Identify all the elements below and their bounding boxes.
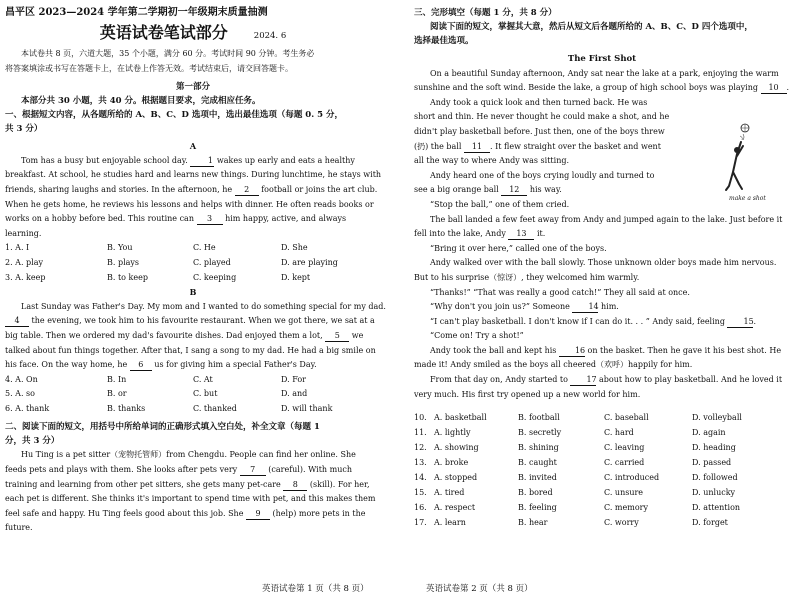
section-instructions: 选择最佳选项。	[414, 36, 474, 46]
right-page	[414, 6, 790, 581]
blank-7: 7	[240, 464, 266, 476]
blank-5: 5	[325, 330, 349, 342]
blank-15: 15	[727, 316, 753, 328]
passage-b: Last Sunday was Father's Day. My mom and I wanted to do something special for my dad. 4 the evening, we took him to his favourite restaurant. When we got there, we sat at a big table. Then we ordered my dad's favourite dishes. Dad enjoyed them a lot, 5 we talked about fun things together. After that, I sang a song to my dad. He had a big smile on his face. On the way home, he 6 us for giving him a special Father's Day.	[5, 301, 386, 370]
notice-line: 本试卷共 8 页，六道大题，35 个小题，满分 60 分。考试时间 90 分钟。考生务必	[21, 49, 315, 58]
exam-header: 昌平区 2023—2024 学年第二学期初一年级期末质量抽测	[5, 7, 268, 18]
page-footer-1: 英语试卷第 1 页（共 8 页）	[262, 584, 369, 594]
part-intro: 本部分共 30 小题，共 40 分。根据题目要求，完成相应任务。	[21, 96, 261, 107]
blank-13: 13	[508, 228, 534, 240]
blank-3: 3	[197, 213, 223, 225]
illustration-caption: make a shot	[729, 195, 766, 202]
blank-14: 14	[572, 301, 598, 313]
blank-10: 10	[761, 82, 787, 94]
notice-line: 将答案填涂或书写在答题卡上，在试卷上作答无效。考试结束后，请交回答题卡。	[5, 63, 293, 73]
options-a: 1. A. I B. You C. He D. She 2. A. play B. plays C. played D. are playing 3. A. keep B. to keep C. keeping D. kept	[5, 243, 338, 282]
story-text: On a beautiful Sunday afternoon, Andy sat near the lake at a park, enjoying the warm sunshine and the soft wind. Beside the lake, a group of high school boys was playing 10 . Andy took a quick look and then turned back. He was short and thin. He never thought he could make a shot, and he didn't play basketball before. Just then, one of the boys threw (扔) the ball 11 . It flew straight over the basket and went all the way to where Andy was sitting. Andy heard one of the boys crying loudly and turned to see a big orange ball 12 his way. “Stop the ball,” one of them cried. The ball landed a few feet away from Andy and jumped again to the lake. Just before it fell into the lake, Andy 13 it. “Bring it over here,” called one of the boys. Andy walked over with the ball slowly. Those unknown older boys made him nervous. But to his surprise（惊讶）, they welcomed him warmly. “Thanks!” “That was really a good catch!” They all said at once. “Why don't you join us?” Someone 14 him. “I can't play basketball. I don't know if I can do it. . . ” Andy said, feeling 15. “Come on! Try a shot!” Andy took the ball and kept his 16 on the basket. Then he gave it his best shot. He made it! Andy smiled as the boys all cheered（欢呼）happily for him. From that day on, Andy started to 17 about how to play basketball. And he loved it very much. His first try opened up a new world for him.	[414, 68, 790, 399]
player-shooting-icon	[723, 120, 785, 202]
passage-label: A	[189, 141, 197, 152]
story-title: The First Shot	[567, 54, 637, 64]
exam-date: 2024. 6	[253, 31, 287, 41]
passage-label: B	[189, 287, 197, 298]
section-title: 共 3 分）	[5, 124, 43, 135]
section-title: 二、阅读下面的短文，用括号中所给单词的正确形式填入空白处，补全文章（每题 1	[5, 422, 320, 433]
passage-a: Tom has a busy but enjoyable school day. 1 wakes up early and eats a healthy breakfast. At school, he studies hard and learns new things. During lunchtime, he stays with friends, sharing laughs and stories. In the afternoon, he 2 football or joins the art club. When he gets home, he reviews his lessons and helps with dinner. He often reads books or works on a hobby before bed. This routine can 3 him happy, active, and always learning.	[5, 155, 382, 238]
part-heading: 第一部分	[175, 82, 210, 93]
blank-9: 9	[246, 508, 270, 520]
blank-4: 4	[5, 315, 29, 327]
blank-1: 1	[190, 155, 214, 167]
page-footer-2: 英语试卷第 2 页（共 8 页）	[426, 584, 533, 594]
section-instructions: 阅读下面的短文，掌握其大意，然后从短文后各题所给的 A、B、C、D 四个选项中，	[430, 22, 753, 32]
blank-11: 11	[464, 141, 490, 153]
basketball-shot-illustration	[723, 120, 785, 202]
blank-6: 6	[130, 359, 152, 371]
blank-16: 16	[559, 345, 585, 357]
options-b: 4. A. On B. In C. At D. For 5. A. so B. or C. but D. and 6. A. thank B. thanks C. thanked D. will thank	[5, 374, 333, 413]
blank-17: 17	[570, 374, 596, 386]
blank-2: 2	[235, 184, 259, 196]
blank-12: 12	[501, 184, 527, 196]
section-title: 三、完形填空（每题 1 分，共 8 分）	[414, 8, 557, 18]
section-title: 一、根据短文内容，从各题所给的 A、B、C、D 选项中，选出最佳选项（每题 0. 5 分，	[5, 110, 344, 121]
passage-fill: Hu Ting is a pet sitter（宠物托管师）from Chengdu. People can find her online. She feeds pets and plays with them. She looks after pets very 7 (careful). With much training and learning from other pet sitters, she gets many pet-care 8 (skill). For her, each pet is different. She thinks it's important to spend time with pet, and this makes them feel safe and happy. Hu Ting feels good about this job. She 9 (help) more pets in the future.	[5, 450, 376, 533]
blank-8: 8	[283, 479, 307, 491]
section-title: 分，共 3 分）	[5, 436, 60, 447]
left-page	[5, 6, 386, 581]
cloze-options: 10. A. basketball B. football C. baseball D. volleyball 11. A. lightly B. secretly C. hard D. again 12. A. showing B. shining C. leaving D. heading 13. A. broke B. caught C. carried D. passed 14. A. stopped B. invited C. introduced D. followed 15. A. tired B. bored C. unsure D. unlucky 16. A. respect B. feeling C. memory D. attention 17. A. learn B. hear C. worry D. forget	[414, 413, 742, 528]
paper-title: 英语试卷笔试部分 2024. 6	[99, 23, 287, 42]
